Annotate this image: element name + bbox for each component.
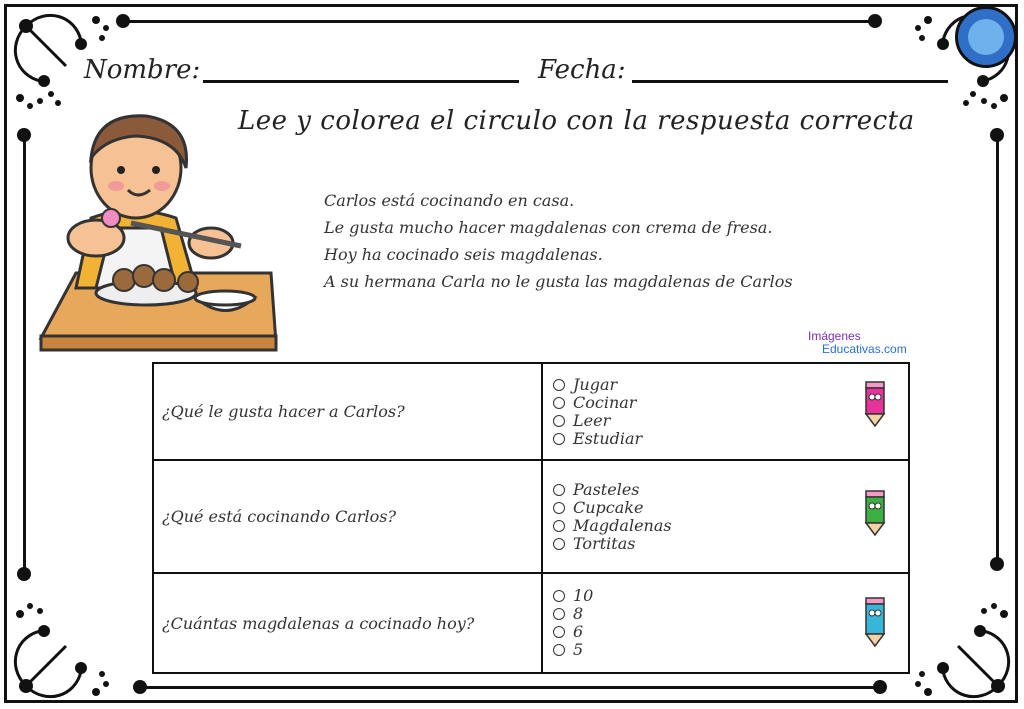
pencil-icon	[864, 596, 886, 648]
boy-cooking-illustration	[36, 108, 281, 356]
story-line: Le gusta mucho hacer magdalenas con crema de fresa.	[324, 218, 773, 237]
border-dot	[990, 128, 1004, 142]
circle-icon[interactable]	[553, 397, 565, 409]
pencil-icon	[864, 380, 886, 428]
name-label: Nombre:	[84, 55, 201, 85]
circle-icon[interactable]	[553, 520, 565, 532]
circle-icon[interactable]	[553, 626, 565, 638]
answer-option[interactable]: Pasteles	[553, 481, 907, 499]
answer-options	[542, 460, 909, 573]
date-field[interactable]	[632, 80, 948, 83]
pencil-icon	[864, 489, 886, 537]
story-line: A su hermana Carla no le gusta las magdalenas de Carlos	[324, 272, 793, 291]
ornament-corner-icon	[898, 596, 1018, 706]
answer-option[interactable]: 6	[553, 623, 907, 641]
circle-icon[interactable]	[553, 644, 565, 656]
watermark-line: Imágenes	[808, 329, 861, 343]
circle-icon[interactable]	[553, 538, 565, 550]
circle-icon[interactable]	[553, 484, 565, 496]
answer-option[interactable]: Jugar	[553, 376, 907, 394]
name-field[interactable]	[203, 80, 519, 83]
circle-icon[interactable]	[553, 590, 565, 602]
story-line: Carlos está cocinando en casa.	[324, 191, 575, 210]
question-text: ¿Qué está cocinando Carlos?	[153, 460, 542, 573]
watermark-line: Educativas.com	[822, 342, 907, 356]
story-line: Hoy ha cocinado seis magdalenas.	[324, 245, 603, 264]
border-dot	[873, 680, 887, 694]
circle-icon[interactable]	[553, 608, 565, 620]
answer-option[interactable]: Magdalenas	[553, 517, 907, 535]
answer-options	[542, 573, 909, 673]
answer-option[interactable]: 10	[553, 587, 907, 605]
circle-icon[interactable]	[553, 415, 565, 427]
date-label: Fecha:	[538, 55, 626, 85]
border-line-right	[996, 135, 999, 565]
border-dot	[133, 680, 147, 694]
ornament-corner-icon	[6, 596, 126, 706]
answer-option[interactable]: Cupcake	[553, 499, 907, 517]
circle-icon[interactable]	[553, 433, 565, 445]
instruction-title: Lee y colorea el circulo con la respuesta correcta	[238, 106, 915, 136]
answer-option[interactable]: Estudiar	[553, 430, 907, 448]
border-dot	[17, 567, 31, 581]
border-dot	[17, 128, 31, 142]
answer-option[interactable]: 5	[553, 641, 907, 659]
question-text: ¿Qué le gusta hacer a Carlos?	[153, 363, 542, 460]
circle-icon[interactable]	[553, 502, 565, 514]
answer-option[interactable]: Leer	[553, 412, 907, 430]
story-text	[324, 187, 793, 295]
question-text: ¿Cuántas magdalenas a cocinado hoy?	[153, 573, 542, 673]
border-line-bottom	[140, 686, 880, 689]
border-dot	[868, 14, 882, 28]
circle-icon[interactable]	[553, 379, 565, 391]
answer-option[interactable]: 8	[553, 605, 907, 623]
answer-options	[542, 363, 909, 460]
border-dot	[990, 557, 1004, 571]
answer-option[interactable]: Tortitas	[553, 535, 907, 553]
table-row	[153, 573, 909, 673]
watermark	[808, 330, 907, 356]
table-row	[153, 363, 909, 460]
border-line-top	[123, 20, 875, 23]
table-row	[153, 460, 909, 573]
border-line-left	[23, 135, 26, 575]
logo-icon	[955, 6, 1017, 68]
question-table	[152, 362, 910, 674]
answer-option[interactable]: Cocinar	[553, 394, 907, 412]
